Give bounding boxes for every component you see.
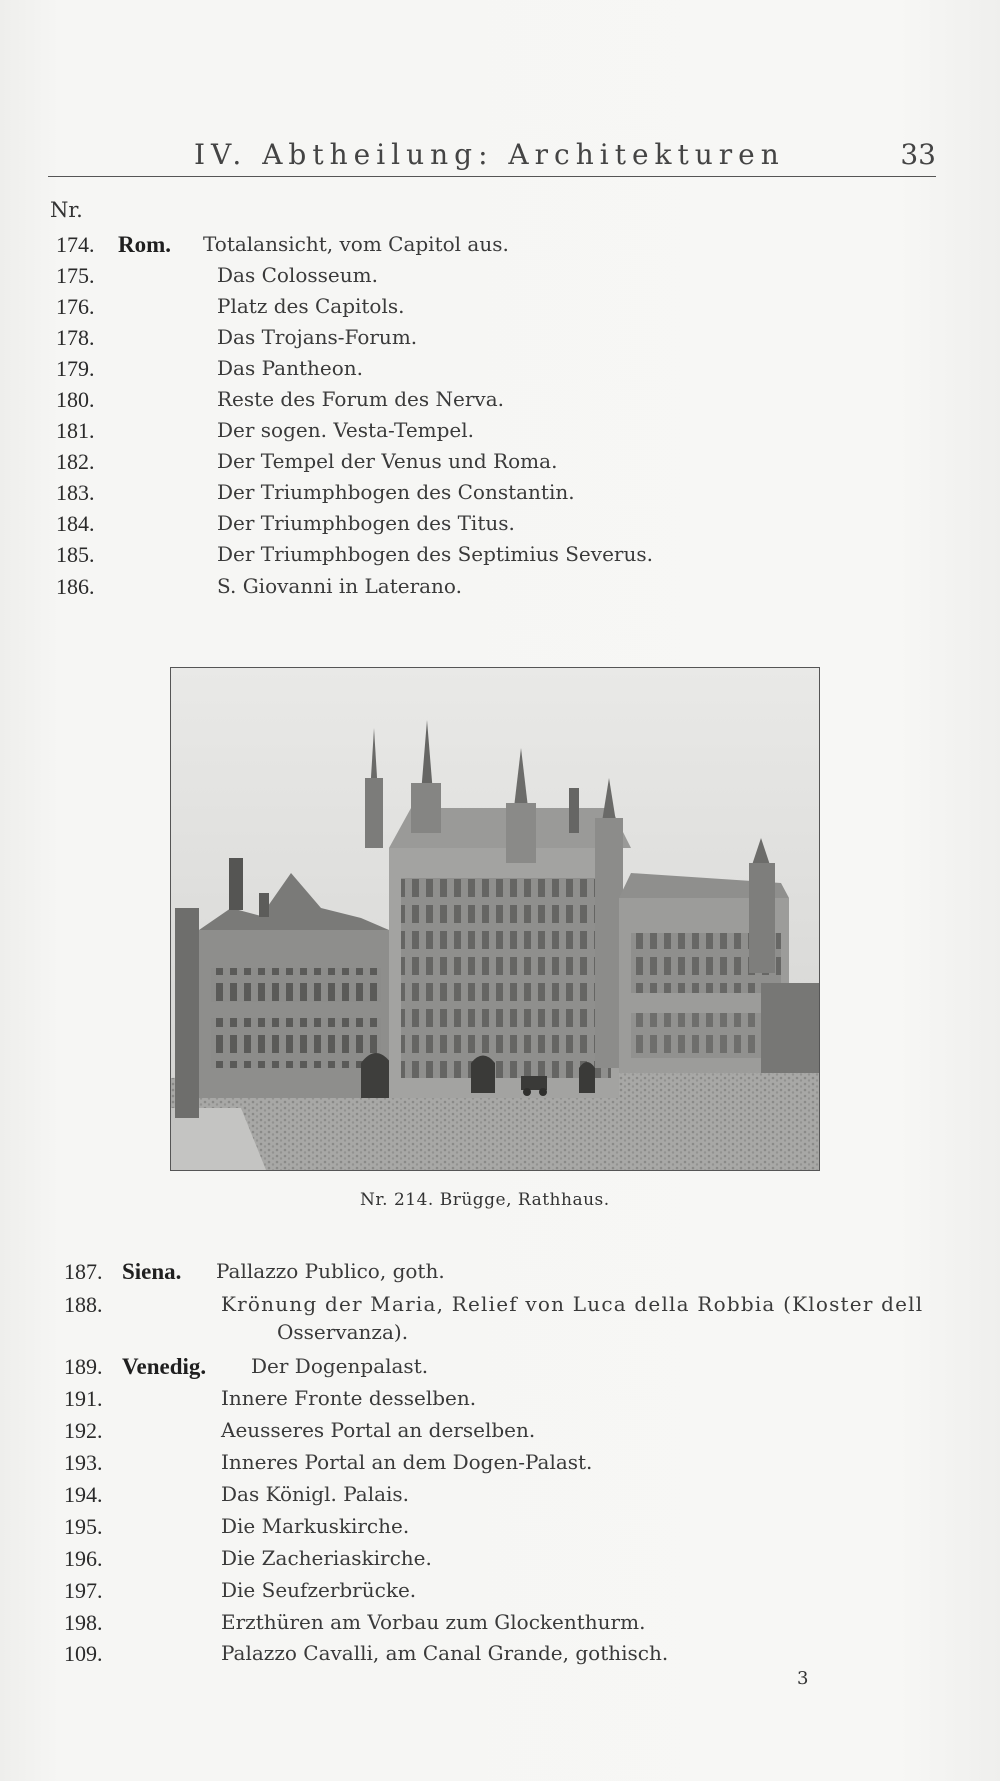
- entry-row: [64, 1546, 964, 1576]
- town-hall-illustration: [171, 668, 819, 1170]
- entry-number: 109.: [64, 1641, 103, 1666]
- entry-title: Palazzo Cavalli, am Canal Grande, gothisch.: [221, 1641, 669, 1665]
- printer-signature-mark: 3: [797, 1668, 809, 1689]
- entry-title: Der Triumphbogen des Titus.: [217, 511, 515, 535]
- entry-number: 192.: [64, 1418, 103, 1443]
- entry-number: 188.: [64, 1292, 103, 1317]
- number-column-label: Nr.: [50, 198, 83, 222]
- page-number: 33: [900, 138, 936, 171]
- entry-number: 178.: [56, 325, 95, 350]
- entry-row-continuation: [64, 1320, 964, 1350]
- entry-number: 198.: [64, 1610, 103, 1635]
- entry-title: Totalansicht, vom Capitol aus.: [203, 232, 509, 256]
- entry-title: Erzthüren am Vorbau zum Glockenthurm.: [221, 1610, 646, 1634]
- entry-row: [56, 387, 956, 417]
- entry-title: Pallazzo Publico, goth.: [216, 1259, 445, 1283]
- entry-title: Krönung der Maria, Relief von Luca della Robbia (Kloster dell: [221, 1292, 924, 1316]
- entry-row: [64, 1514, 964, 1544]
- place-name: Venedig.: [122, 1354, 207, 1379]
- entry-number: 197.: [64, 1578, 103, 1603]
- entry-number: 191.: [64, 1386, 103, 1411]
- entry-row: [64, 1450, 964, 1480]
- entry-row: [64, 1386, 964, 1416]
- entry-row: [64, 1418, 964, 1448]
- entry-title: Die Markuskirche.: [221, 1514, 410, 1538]
- building-photograph: [170, 667, 820, 1171]
- entry-title: Reste des Forum des Nerva.: [217, 387, 504, 411]
- entry-row: [56, 263, 956, 293]
- entry-number: 180.: [56, 387, 95, 412]
- entry-number: 187.: [64, 1259, 103, 1284]
- entry-title: Der Triumphbogen des Constantin.: [217, 480, 575, 504]
- entry-title: Das Pantheon.: [217, 356, 363, 380]
- entry-title: Aeusseres Portal an derselben.: [221, 1418, 536, 1442]
- entry-row: [64, 1259, 964, 1289]
- entry-row: [64, 1610, 964, 1640]
- page-header: [48, 136, 936, 177]
- entry-row: [64, 1354, 964, 1384]
- entry-title: Die Zacheriaskirche.: [221, 1546, 432, 1570]
- entry-title: Der sogen. Vesta-Tempel.: [217, 418, 475, 442]
- entry-row: [64, 1578, 964, 1608]
- entry-title: Das Colosseum.: [217, 263, 378, 287]
- entry-title: Das Trojans-Forum.: [217, 325, 418, 349]
- entry-number: 182.: [56, 449, 95, 474]
- entry-title: Das Königl. Palais.: [221, 1482, 410, 1506]
- entry-title: S. Giovanni in Laterano.: [217, 574, 462, 598]
- entry-number: 175.: [56, 263, 95, 288]
- entry-row: [56, 325, 956, 355]
- place-name: Rom.: [118, 232, 172, 257]
- place-name: Siena.: [122, 1259, 182, 1284]
- entry-number: 193.: [64, 1450, 103, 1475]
- entry-number: 183.: [56, 480, 95, 505]
- entry-row: [56, 418, 956, 448]
- entry-title: Der Triumphbogen des Septimius Severus.: [217, 542, 653, 566]
- entry-title: Die Seufzerbrücke.: [221, 1578, 417, 1602]
- entry-row: [56, 480, 956, 510]
- section-heading: IV. Abtheilung: Architekturen: [194, 138, 785, 171]
- entry-title: Platz des Capitols.: [217, 294, 405, 318]
- entry-row: [64, 1641, 964, 1671]
- entry-number: 185.: [56, 542, 95, 567]
- entry-number: 195.: [64, 1514, 103, 1539]
- entry-row: [64, 1482, 964, 1512]
- entry-title: Inneres Portal an dem Dogen-Palast.: [221, 1450, 593, 1474]
- entry-number: 189.: [64, 1354, 103, 1379]
- entry-number: 184.: [56, 511, 95, 536]
- entry-number: 176.: [56, 294, 95, 319]
- entry-number: 174.: [56, 232, 95, 257]
- entry-number: 196.: [64, 1546, 103, 1571]
- entry-number: 181.: [56, 418, 95, 443]
- entry-title-continuation: Osservanza).: [277, 1320, 409, 1344]
- entry-title: Der Tempel der Venus und Roma.: [217, 449, 558, 473]
- entry-title: Innere Fronte desselben.: [221, 1386, 477, 1410]
- entry-row: [56, 356, 956, 386]
- entry-number: 194.: [64, 1482, 103, 1507]
- entry-number: 179.: [56, 356, 95, 381]
- entry-row: [56, 511, 956, 541]
- entry-row: [56, 294, 956, 324]
- entry-row: [64, 1292, 964, 1322]
- photo-caption: Nr. 214. Brügge, Rathhaus.: [360, 1190, 610, 1210]
- entry-number: 186.: [56, 574, 95, 599]
- entry-row: [56, 574, 956, 604]
- entry-row: [56, 232, 956, 262]
- entry-row: [56, 542, 956, 572]
- entry-title: Der Dogenpalast.: [251, 1354, 429, 1378]
- entry-row: [56, 449, 956, 479]
